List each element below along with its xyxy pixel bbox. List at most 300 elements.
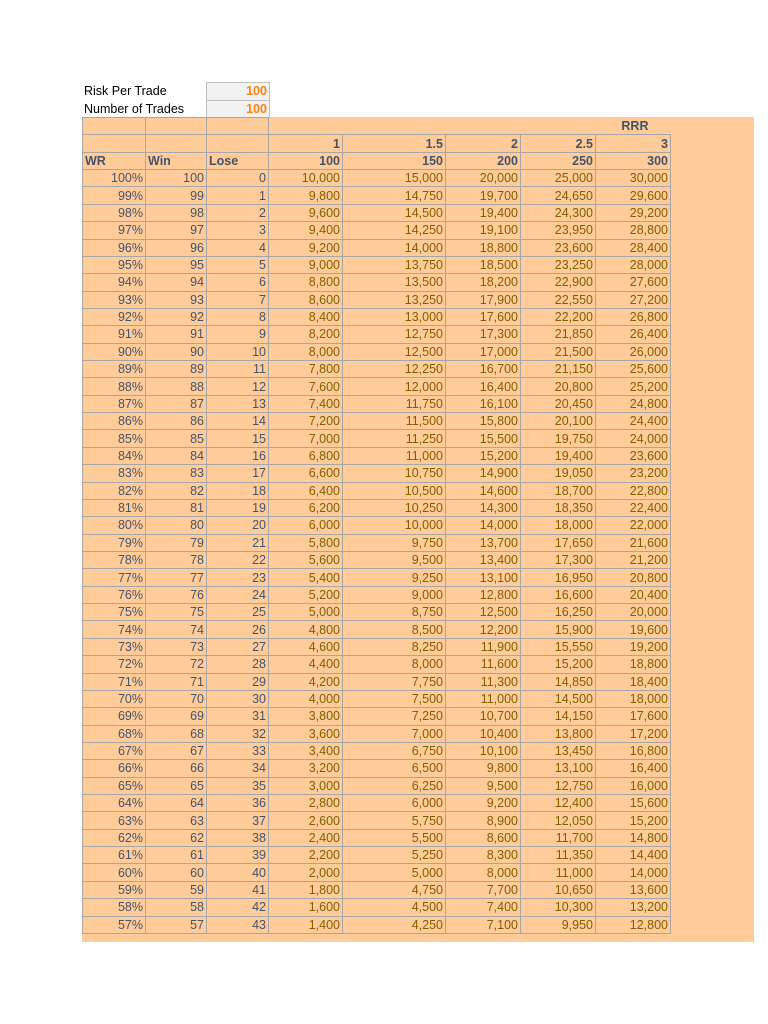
profit-cell[interactable]: 11,350 bbox=[521, 847, 596, 864]
profit-cell[interactable]: 4,800 bbox=[269, 621, 343, 638]
profit-cell[interactable]: 5,400 bbox=[269, 569, 343, 586]
win-count-cell[interactable]: 67 bbox=[146, 742, 207, 759]
win-count-cell[interactable]: 78 bbox=[146, 551, 207, 568]
profit-cell[interactable]: 4,200 bbox=[269, 673, 343, 690]
profit-cell[interactable]: 10,700 bbox=[446, 708, 521, 725]
profit-cell[interactable]: 14,000 bbox=[446, 517, 521, 534]
profit-cell[interactable]: 5,600 bbox=[269, 551, 343, 568]
lose-count-cell[interactable]: 33 bbox=[207, 742, 269, 759]
win-count-cell[interactable]: 86 bbox=[146, 413, 207, 430]
profit-cell[interactable]: 8,750 bbox=[343, 604, 446, 621]
profit-cell[interactable]: 11,300 bbox=[446, 673, 521, 690]
profit-cell[interactable]: 24,300 bbox=[521, 204, 596, 221]
win-count-cell[interactable]: 71 bbox=[146, 673, 207, 690]
profit-cell[interactable]: 4,000 bbox=[269, 690, 343, 707]
profit-cell[interactable]: 13,250 bbox=[343, 291, 446, 308]
win-count-cell[interactable]: 84 bbox=[146, 447, 207, 464]
profit-cell[interactable]: 15,500 bbox=[446, 430, 521, 447]
win-count-cell[interactable]: 82 bbox=[146, 482, 207, 499]
win-rate-cell[interactable]: 88% bbox=[83, 378, 146, 395]
win-count-cell[interactable]: 75 bbox=[146, 604, 207, 621]
win-count-cell[interactable]: 93 bbox=[146, 291, 207, 308]
profit-cell[interactable]: 14,300 bbox=[446, 499, 521, 516]
profit-cell[interactable]: 3,000 bbox=[269, 777, 343, 794]
profit-cell[interactable]: 9,500 bbox=[446, 777, 521, 794]
lose-count-cell[interactable]: 31 bbox=[207, 708, 269, 725]
lose-count-cell[interactable]: 7 bbox=[207, 291, 269, 308]
profit-cell[interactable]: 8,500 bbox=[343, 621, 446, 638]
win-count-cell[interactable]: 98 bbox=[146, 204, 207, 221]
profit-cell[interactable]: 2,400 bbox=[269, 829, 343, 846]
profit-cell[interactable]: 16,700 bbox=[446, 361, 521, 378]
profit-cell[interactable]: 11,500 bbox=[343, 413, 446, 430]
win-count-cell[interactable]: 68 bbox=[146, 725, 207, 742]
profit-cell[interactable]: 20,800 bbox=[521, 378, 596, 395]
win-rate-cell[interactable]: 92% bbox=[83, 308, 146, 325]
win-count-cell[interactable]: 73 bbox=[146, 638, 207, 655]
profit-cell[interactable]: 4,500 bbox=[343, 899, 446, 916]
profit-cell[interactable]: 12,500 bbox=[343, 343, 446, 360]
win-rate-cell[interactable]: 98% bbox=[83, 204, 146, 221]
profit-cell[interactable]: 10,750 bbox=[343, 465, 446, 482]
profit-cell[interactable]: 18,200 bbox=[446, 274, 521, 291]
lose-count-cell[interactable]: 29 bbox=[207, 673, 269, 690]
profit-cell[interactable]: 3,800 bbox=[269, 708, 343, 725]
profit-cell[interactable]: 2,200 bbox=[269, 847, 343, 864]
profit-cell[interactable]: 17,300 bbox=[521, 551, 596, 568]
win-count-cell[interactable]: 99 bbox=[146, 187, 207, 204]
win-rate-cell[interactable]: 64% bbox=[83, 795, 146, 812]
lose-count-cell[interactable]: 41 bbox=[207, 881, 269, 898]
win-count-cell[interactable]: 70 bbox=[146, 690, 207, 707]
profit-cell[interactable]: 16,800 bbox=[596, 742, 671, 759]
profit-cell[interactable]: 11,600 bbox=[446, 656, 521, 673]
profit-cell[interactable]: 21,500 bbox=[521, 343, 596, 360]
profit-cell[interactable]: 7,700 bbox=[446, 881, 521, 898]
lose-count-cell[interactable]: 26 bbox=[207, 621, 269, 638]
profit-cell[interactable]: 17,600 bbox=[446, 308, 521, 325]
win-count-cell[interactable]: 79 bbox=[146, 534, 207, 551]
lose-count-cell[interactable]: 6 bbox=[207, 274, 269, 291]
profit-cell[interactable]: 3,400 bbox=[269, 742, 343, 759]
win-rate-cell[interactable]: 71% bbox=[83, 673, 146, 690]
win-rate-cell[interactable]: 57% bbox=[83, 916, 146, 933]
win-count-cell[interactable]: 69 bbox=[146, 708, 207, 725]
profit-cell[interactable]: 20,000 bbox=[596, 604, 671, 621]
profit-cell[interactable]: 7,400 bbox=[269, 395, 343, 412]
lose-count-cell[interactable]: 34 bbox=[207, 760, 269, 777]
profit-cell[interactable]: 5,000 bbox=[343, 864, 446, 881]
win-rate-cell[interactable]: 77% bbox=[83, 569, 146, 586]
profit-cell[interactable]: 13,100 bbox=[521, 760, 596, 777]
profit-cell[interactable]: 7,600 bbox=[269, 378, 343, 395]
win-rate-cell[interactable]: 76% bbox=[83, 586, 146, 603]
win-rate-cell[interactable]: 99% bbox=[83, 187, 146, 204]
profit-cell[interactable]: 8,200 bbox=[269, 326, 343, 343]
profit-cell[interactable]: 15,200 bbox=[446, 447, 521, 464]
lose-count-cell[interactable]: 9 bbox=[207, 326, 269, 343]
profit-cell[interactable]: 4,600 bbox=[269, 638, 343, 655]
profit-cell[interactable]: 7,000 bbox=[269, 430, 343, 447]
win-count-cell[interactable]: 88 bbox=[146, 378, 207, 395]
profit-cell[interactable]: 12,750 bbox=[521, 777, 596, 794]
profit-cell[interactable]: 13,000 bbox=[343, 308, 446, 325]
win-rate-cell[interactable]: 83% bbox=[83, 465, 146, 482]
profit-cell[interactable]: 24,800 bbox=[596, 395, 671, 412]
profit-cell[interactable]: 18,700 bbox=[521, 482, 596, 499]
rrr-value-cell[interactable]: 1.5 bbox=[343, 135, 446, 152]
profit-cell[interactable]: 27,200 bbox=[596, 291, 671, 308]
profit-cell[interactable]: 14,750 bbox=[343, 187, 446, 204]
profit-cell[interactable]: 23,950 bbox=[521, 222, 596, 239]
profit-cell[interactable]: 15,200 bbox=[596, 812, 671, 829]
profit-cell[interactable]: 1,800 bbox=[269, 881, 343, 898]
profit-cell[interactable]: 26,400 bbox=[596, 326, 671, 343]
lose-count-cell[interactable]: 43 bbox=[207, 916, 269, 933]
profit-cell[interactable]: 11,000 bbox=[446, 690, 521, 707]
profit-cell[interactable]: 10,650 bbox=[521, 881, 596, 898]
profit-cell[interactable]: 13,400 bbox=[446, 551, 521, 568]
lose-count-cell[interactable]: 25 bbox=[207, 604, 269, 621]
profit-cell[interactable]: 7,800 bbox=[269, 361, 343, 378]
profit-cell[interactable]: 15,800 bbox=[446, 413, 521, 430]
profit-cell[interactable]: 18,350 bbox=[521, 499, 596, 516]
lose-count-cell[interactable]: 5 bbox=[207, 256, 269, 273]
profit-cell[interactable]: 16,950 bbox=[521, 569, 596, 586]
profit-cell[interactable]: 24,000 bbox=[596, 430, 671, 447]
profit-cell[interactable]: 8,000 bbox=[343, 656, 446, 673]
profit-cell[interactable]: 10,000 bbox=[269, 170, 343, 187]
profit-cell[interactable]: 6,200 bbox=[269, 499, 343, 516]
win-rate-cell[interactable]: 78% bbox=[83, 551, 146, 568]
profit-cell[interactable]: 11,000 bbox=[521, 864, 596, 881]
win-rate-cell[interactable]: 91% bbox=[83, 326, 146, 343]
win-rate-cell[interactable]: 60% bbox=[83, 864, 146, 881]
profit-cell[interactable]: 10,000 bbox=[343, 517, 446, 534]
profit-cell[interactable]: 21,150 bbox=[521, 361, 596, 378]
win-count-cell[interactable]: 57 bbox=[146, 916, 207, 933]
profit-cell[interactable]: 4,250 bbox=[343, 916, 446, 933]
profit-cell[interactable]: 12,800 bbox=[596, 916, 671, 933]
win-count-cell[interactable]: 76 bbox=[146, 586, 207, 603]
profit-cell[interactable]: 6,000 bbox=[269, 517, 343, 534]
profit-cell[interactable]: 18,400 bbox=[596, 673, 671, 690]
profit-cell[interactable]: 9,200 bbox=[269, 239, 343, 256]
profit-cell[interactable]: 20,800 bbox=[596, 569, 671, 586]
win-rate-cell[interactable]: 93% bbox=[83, 291, 146, 308]
win-rate-cell[interactable]: 85% bbox=[83, 430, 146, 447]
win-count-cell[interactable]: 74 bbox=[146, 621, 207, 638]
profit-cell[interactable]: 14,000 bbox=[596, 864, 671, 881]
profit-cell[interactable]: 26,000 bbox=[596, 343, 671, 360]
profit-cell[interactable]: 16,400 bbox=[446, 378, 521, 395]
profit-cell[interactable]: 19,750 bbox=[521, 430, 596, 447]
profit-cell[interactable]: 9,200 bbox=[446, 795, 521, 812]
profit-cell[interactable]: 11,750 bbox=[343, 395, 446, 412]
lose-count-cell[interactable]: 16 bbox=[207, 447, 269, 464]
profit-cell[interactable]: 12,250 bbox=[343, 361, 446, 378]
profit-cell[interactable]: 6,500 bbox=[343, 760, 446, 777]
lose-count-cell[interactable]: 28 bbox=[207, 656, 269, 673]
profit-cell[interactable]: 12,050 bbox=[521, 812, 596, 829]
win-rate-cell[interactable]: 80% bbox=[83, 517, 146, 534]
win-rate-cell[interactable]: 67% bbox=[83, 742, 146, 759]
profit-cell[interactable]: 19,100 bbox=[446, 222, 521, 239]
lose-count-cell[interactable]: 0 bbox=[207, 170, 269, 187]
win-count-cell[interactable]: 96 bbox=[146, 239, 207, 256]
profit-cell[interactable]: 15,200 bbox=[521, 656, 596, 673]
profit-cell[interactable]: 3,200 bbox=[269, 760, 343, 777]
profit-cell[interactable]: 18,500 bbox=[446, 256, 521, 273]
profit-cell[interactable]: 28,400 bbox=[596, 239, 671, 256]
profit-cell[interactable]: 14,500 bbox=[343, 204, 446, 221]
lose-count-cell[interactable]: 35 bbox=[207, 777, 269, 794]
profit-cell[interactable]: 5,500 bbox=[343, 829, 446, 846]
win-rate-cell[interactable]: 89% bbox=[83, 361, 146, 378]
win-count-cell[interactable]: 58 bbox=[146, 899, 207, 916]
lose-count-cell[interactable]: 38 bbox=[207, 829, 269, 846]
profit-cell[interactable]: 8,800 bbox=[269, 274, 343, 291]
profit-cell[interactable]: 17,000 bbox=[446, 343, 521, 360]
profit-cell[interactable]: 14,500 bbox=[521, 690, 596, 707]
win-rate-cell[interactable]: 66% bbox=[83, 760, 146, 777]
profit-cell[interactable]: 18,800 bbox=[446, 239, 521, 256]
profit-cell[interactable]: 10,400 bbox=[446, 725, 521, 742]
lose-count-cell[interactable]: 30 bbox=[207, 690, 269, 707]
profit-cell[interactable]: 12,500 bbox=[446, 604, 521, 621]
number-of-trades-input[interactable]: 100 bbox=[207, 101, 270, 119]
profit-cell[interactable]: 30,000 bbox=[596, 170, 671, 187]
profit-cell[interactable]: 6,000 bbox=[343, 795, 446, 812]
profit-cell[interactable]: 15,900 bbox=[521, 621, 596, 638]
profit-cell[interactable]: 3,600 bbox=[269, 725, 343, 742]
win-count-cell[interactable]: 66 bbox=[146, 760, 207, 777]
lose-count-cell[interactable]: 3 bbox=[207, 222, 269, 239]
profit-cell[interactable]: 24,650 bbox=[521, 187, 596, 204]
profit-cell[interactable]: 7,200 bbox=[269, 413, 343, 430]
profit-cell[interactable]: 11,900 bbox=[446, 638, 521, 655]
profit-cell[interactable]: 15,000 bbox=[343, 170, 446, 187]
profit-cell[interactable]: 24,400 bbox=[596, 413, 671, 430]
lose-count-cell[interactable]: 24 bbox=[207, 586, 269, 603]
lose-count-cell[interactable]: 8 bbox=[207, 308, 269, 325]
win-rate-cell[interactable]: 73% bbox=[83, 638, 146, 655]
profit-cell[interactable]: 22,550 bbox=[521, 291, 596, 308]
win-rate-cell[interactable]: 82% bbox=[83, 482, 146, 499]
profit-cell[interactable]: 21,850 bbox=[521, 326, 596, 343]
profit-cell[interactable]: 22,900 bbox=[521, 274, 596, 291]
lose-count-cell[interactable]: 15 bbox=[207, 430, 269, 447]
lose-count-cell[interactable]: 10 bbox=[207, 343, 269, 360]
lose-count-cell[interactable]: 39 bbox=[207, 847, 269, 864]
profit-cell[interactable]: 19,400 bbox=[521, 447, 596, 464]
rrr-value-cell[interactable]: 1 bbox=[269, 135, 343, 152]
profit-cell[interactable]: 14,800 bbox=[596, 829, 671, 846]
lose-count-cell[interactable]: 42 bbox=[207, 899, 269, 916]
profit-cell[interactable]: 23,250 bbox=[521, 256, 596, 273]
rrr-value-cell[interactable]: 2 bbox=[446, 135, 521, 152]
profit-cell[interactable]: 23,200 bbox=[596, 465, 671, 482]
profit-cell[interactable]: 23,600 bbox=[521, 239, 596, 256]
profit-cell[interactable]: 9,750 bbox=[343, 534, 446, 551]
rrr-value-cell[interactable]: 2.5 bbox=[521, 135, 596, 152]
profit-cell[interactable]: 6,250 bbox=[343, 777, 446, 794]
profit-cell[interactable]: 8,250 bbox=[343, 638, 446, 655]
profit-cell[interactable]: 8,900 bbox=[446, 812, 521, 829]
profit-cell[interactable]: 5,000 bbox=[269, 604, 343, 621]
profit-cell[interactable]: 22,200 bbox=[521, 308, 596, 325]
profit-cell[interactable]: 5,250 bbox=[343, 847, 446, 864]
profit-cell[interactable]: 17,200 bbox=[596, 725, 671, 742]
win-count-cell[interactable]: 85 bbox=[146, 430, 207, 447]
profit-cell[interactable]: 27,600 bbox=[596, 274, 671, 291]
win-count-cell[interactable]: 100 bbox=[146, 170, 207, 187]
profit-cell[interactable]: 18,800 bbox=[596, 656, 671, 673]
win-count-cell[interactable]: 89 bbox=[146, 361, 207, 378]
lose-count-cell[interactable]: 22 bbox=[207, 551, 269, 568]
lose-count-cell[interactable]: 37 bbox=[207, 812, 269, 829]
profit-cell[interactable]: 18,000 bbox=[596, 690, 671, 707]
lose-count-cell[interactable]: 23 bbox=[207, 569, 269, 586]
win-rate-cell[interactable]: 97% bbox=[83, 222, 146, 239]
profit-cell[interactable]: 5,800 bbox=[269, 534, 343, 551]
profit-cell[interactable]: 17,900 bbox=[446, 291, 521, 308]
profit-cell[interactable]: 9,800 bbox=[269, 187, 343, 204]
profit-cell[interactable]: 9,800 bbox=[446, 760, 521, 777]
win-rate-cell[interactable]: 63% bbox=[83, 812, 146, 829]
win-rate-cell[interactable]: 75% bbox=[83, 604, 146, 621]
profit-cell[interactable]: 10,300 bbox=[521, 899, 596, 916]
profit-cell[interactable]: 12,200 bbox=[446, 621, 521, 638]
win-rate-cell[interactable]: 86% bbox=[83, 413, 146, 430]
win-rate-cell[interactable]: 70% bbox=[83, 690, 146, 707]
win-count-cell[interactable]: 91 bbox=[146, 326, 207, 343]
win-count-cell[interactable]: 77 bbox=[146, 569, 207, 586]
lose-count-cell[interactable]: 14 bbox=[207, 413, 269, 430]
profit-cell[interactable]: 1,600 bbox=[269, 899, 343, 916]
lose-count-cell[interactable]: 1 bbox=[207, 187, 269, 204]
profit-cell[interactable]: 14,250 bbox=[343, 222, 446, 239]
profit-cell[interactable]: 9,600 bbox=[269, 204, 343, 221]
win-count-cell[interactable]: 83 bbox=[146, 465, 207, 482]
profit-cell[interactable]: 6,600 bbox=[269, 465, 343, 482]
profit-cell[interactable]: 8,600 bbox=[269, 291, 343, 308]
profit-cell[interactable]: 19,400 bbox=[446, 204, 521, 221]
rrr-value-cell[interactable]: 3 bbox=[596, 135, 671, 152]
win-count-cell[interactable]: 65 bbox=[146, 777, 207, 794]
lose-count-cell[interactable]: 27 bbox=[207, 638, 269, 655]
lose-count-cell[interactable]: 17 bbox=[207, 465, 269, 482]
lose-count-cell[interactable]: 32 bbox=[207, 725, 269, 742]
profit-cell[interactable]: 26,800 bbox=[596, 308, 671, 325]
profit-cell[interactable]: 29,600 bbox=[596, 187, 671, 204]
profit-cell[interactable]: 12,800 bbox=[446, 586, 521, 603]
profit-cell[interactable]: 14,600 bbox=[446, 482, 521, 499]
win-rate-cell[interactable]: 79% bbox=[83, 534, 146, 551]
profit-cell[interactable]: 2,800 bbox=[269, 795, 343, 812]
profit-cell[interactable]: 23,600 bbox=[596, 447, 671, 464]
profit-cell[interactable]: 9,950 bbox=[521, 916, 596, 933]
win-count-cell[interactable]: 95 bbox=[146, 256, 207, 273]
win-rate-cell[interactable]: 100% bbox=[83, 170, 146, 187]
profit-cell[interactable]: 14,150 bbox=[521, 708, 596, 725]
profit-cell[interactable]: 19,050 bbox=[521, 465, 596, 482]
profit-cell[interactable]: 8,300 bbox=[446, 847, 521, 864]
profit-cell[interactable]: 28,800 bbox=[596, 222, 671, 239]
profit-cell[interactable]: 20,000 bbox=[446, 170, 521, 187]
profit-cell[interactable]: 13,750 bbox=[343, 256, 446, 273]
win-count-cell[interactable]: 61 bbox=[146, 847, 207, 864]
profit-cell[interactable]: 11,250 bbox=[343, 430, 446, 447]
lose-count-cell[interactable]: 21 bbox=[207, 534, 269, 551]
profit-cell[interactable]: 7,250 bbox=[343, 708, 446, 725]
win-rate-cell[interactable]: 95% bbox=[83, 256, 146, 273]
win-count-cell[interactable]: 63 bbox=[146, 812, 207, 829]
win-rate-cell[interactable]: 96% bbox=[83, 239, 146, 256]
profit-cell[interactable]: 20,400 bbox=[596, 586, 671, 603]
win-rate-cell[interactable]: 90% bbox=[83, 343, 146, 360]
profit-cell[interactable]: 13,100 bbox=[446, 569, 521, 586]
profit-cell[interactable]: 4,400 bbox=[269, 656, 343, 673]
profit-cell[interactable]: 21,200 bbox=[596, 551, 671, 568]
risk-per-trade-input[interactable]: 100 bbox=[207, 83, 270, 101]
win-count-cell[interactable]: 80 bbox=[146, 517, 207, 534]
profit-cell[interactable]: 20,450 bbox=[521, 395, 596, 412]
win-rate-cell[interactable]: 84% bbox=[83, 447, 146, 464]
profit-cell[interactable]: 6,400 bbox=[269, 482, 343, 499]
profit-cell[interactable]: 25,200 bbox=[596, 378, 671, 395]
profit-cell[interactable]: 14,000 bbox=[343, 239, 446, 256]
profit-cell[interactable]: 17,600 bbox=[596, 708, 671, 725]
win-rate-cell[interactable]: 58% bbox=[83, 899, 146, 916]
profit-cell[interactable]: 11,000 bbox=[343, 447, 446, 464]
profit-cell[interactable]: 8,600 bbox=[446, 829, 521, 846]
lose-count-cell[interactable]: 20 bbox=[207, 517, 269, 534]
win-count-cell[interactable]: 92 bbox=[146, 308, 207, 325]
profit-cell[interactable]: 16,600 bbox=[521, 586, 596, 603]
profit-cell[interactable]: 13,450 bbox=[521, 742, 596, 759]
lose-count-cell[interactable]: 19 bbox=[207, 499, 269, 516]
profit-cell[interactable]: 25,000 bbox=[521, 170, 596, 187]
profit-cell[interactable]: 13,600 bbox=[596, 881, 671, 898]
win-count-cell[interactable]: 59 bbox=[146, 881, 207, 898]
win-count-cell[interactable]: 94 bbox=[146, 274, 207, 291]
win-count-cell[interactable]: 64 bbox=[146, 795, 207, 812]
profit-cell[interactable]: 15,600 bbox=[596, 795, 671, 812]
profit-cell[interactable]: 18,000 bbox=[521, 517, 596, 534]
win-count-cell[interactable]: 87 bbox=[146, 395, 207, 412]
profit-cell[interactable]: 25,600 bbox=[596, 361, 671, 378]
profit-cell[interactable]: 6,800 bbox=[269, 447, 343, 464]
lose-count-cell[interactable]: 11 bbox=[207, 361, 269, 378]
profit-cell[interactable]: 13,500 bbox=[343, 274, 446, 291]
profit-cell[interactable]: 9,000 bbox=[269, 256, 343, 273]
profit-cell[interactable]: 4,750 bbox=[343, 881, 446, 898]
win-rate-cell[interactable]: 87% bbox=[83, 395, 146, 412]
lose-count-cell[interactable]: 12 bbox=[207, 378, 269, 395]
profit-cell[interactable]: 7,100 bbox=[446, 916, 521, 933]
lose-count-cell[interactable]: 2 bbox=[207, 204, 269, 221]
profit-cell[interactable]: 22,800 bbox=[596, 482, 671, 499]
profit-cell[interactable]: 10,100 bbox=[446, 742, 521, 759]
profit-cell[interactable]: 12,750 bbox=[343, 326, 446, 343]
profit-cell[interactable]: 16,250 bbox=[521, 604, 596, 621]
profit-cell[interactable]: 16,400 bbox=[596, 760, 671, 777]
profit-cell[interactable]: 14,900 bbox=[446, 465, 521, 482]
win-rate-cell[interactable]: 72% bbox=[83, 656, 146, 673]
profit-cell[interactable]: 7,000 bbox=[343, 725, 446, 742]
profit-cell[interactable]: 16,100 bbox=[446, 395, 521, 412]
